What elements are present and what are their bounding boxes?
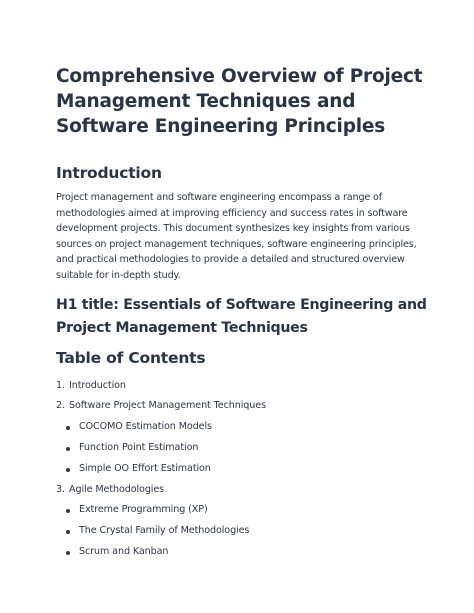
toc-item-label: Software Project Management Techniques <box>69 400 266 412</box>
toc-subitem-label: Extreme Programming (XP) <box>79 504 208 516</box>
toc-item-software-project-management <box>56 396 428 417</box>
toc-item-number: 1. <box>56 379 65 391</box>
toc-sublist <box>56 417 428 479</box>
bullet-icon <box>65 542 79 563</box>
toc-item-introduction <box>56 376 428 397</box>
toc-item-number: 3. <box>56 483 65 495</box>
toc-subitem <box>56 542 428 563</box>
document-title: Comprehensive Overview of Project Management Techniques and Software Engineering Principles <box>56 66 423 137</box>
document-page <box>56 64 428 563</box>
toc-subitem-label: The Crystal Family of Methodologies <box>79 525 250 537</box>
toc-item-number: 2. <box>56 400 65 412</box>
toc-item-label: Agile Methodologies <box>69 483 165 495</box>
toc-heading: Table of Contents <box>56 348 206 367</box>
toc-sublist-container <box>56 417 428 479</box>
toc-item-label: Introduction <box>69 379 126 391</box>
bullet-icon <box>65 438 79 459</box>
toc-subitem <box>56 438 428 459</box>
introduction-paragraph: Project management and software engineering encompass a range of methodologies aimed at improving efficiency and success rates in software development projects. This document synthesizes key insights from various sources on project management techniques, software engineering principles, and practical methodologies to provide a detailed and structured overview suitable for in-depth study. <box>56 192 417 281</box>
toc-subitem <box>56 500 428 521</box>
bullet-icon <box>65 417 79 438</box>
toc-subitem <box>56 417 428 438</box>
bullet-icon <box>65 500 79 521</box>
bullet-icon <box>65 459 79 480</box>
toc-subitem-label: Scrum and Kanban <box>79 545 169 557</box>
introduction-heading: Introduction <box>56 164 162 182</box>
table-of-contents <box>56 376 428 563</box>
toc-item-agile-methodologies <box>56 480 428 501</box>
toc-subitem <box>56 459 428 480</box>
toc-subitem-label: COCOMO Estimation Models <box>79 421 212 433</box>
toc-sublist <box>56 500 428 562</box>
bullet-icon <box>65 521 79 542</box>
toc-subitem <box>56 521 428 542</box>
toc-subitem-label: Function Point Estimation <box>79 441 199 453</box>
toc-subitem-label: Simple OO Effort Estimation <box>79 462 211 474</box>
h1-title-heading: H1 title: Essentials of Software Engineering and Project Management Techniques <box>56 296 427 336</box>
toc-sublist-container <box>56 500 428 562</box>
